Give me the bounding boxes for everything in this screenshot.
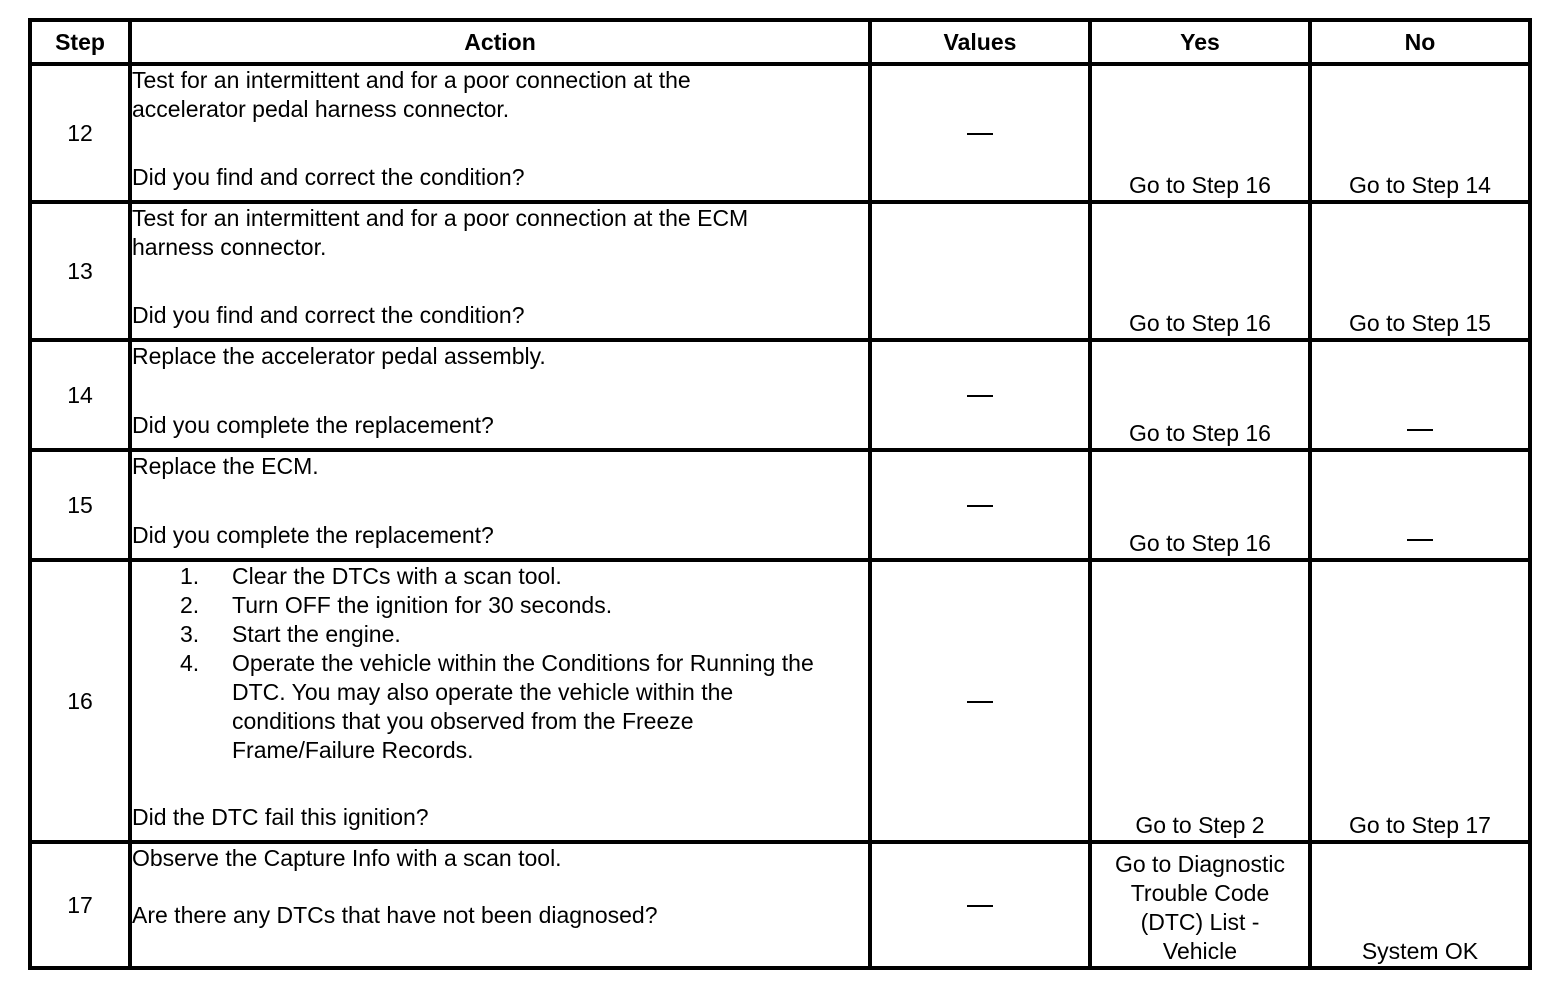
action-instruction: Observe the Capture Info with a scan tool. — [132, 845, 562, 871]
action-cell — [130, 340, 870, 450]
no-cell: Go to Step 15 — [1310, 202, 1530, 340]
action-question: Did you find and correct the condition? — [132, 302, 525, 328]
yes-cell: Go to Diagnostic Trouble Code (DTC) List - Vehicle — [1090, 842, 1310, 968]
list-item — [132, 620, 868, 649]
header-no: No — [1310, 20, 1530, 64]
action-question: Did you complete the replacement? — [132, 522, 494, 548]
list-item-number: 1. — [180, 563, 200, 589]
list-item-text: Operate the vehicle within the Conditions for Running the DTC. You may also operate the vehicle within the conditions that you observed from the Freeze Frame/Failure Records. — [232, 650, 814, 763]
no-cell — [1310, 450, 1530, 560]
header-row — [30, 20, 1530, 64]
no-cell — [1310, 340, 1530, 450]
header-step: Step — [30, 20, 130, 64]
table-row-step-12 — [30, 64, 1530, 202]
list-item-number: 3. — [180, 621, 200, 647]
action-instruction: Test for an intermittent and for a poor connection at the accelerator pedal harness connector. — [132, 67, 691, 122]
action-cell — [130, 560, 870, 842]
list-item-text: Clear the DTCs with a scan tool. — [232, 563, 562, 589]
yes-cell: Go to Step 16 — [1090, 340, 1310, 450]
header-action: Action — [130, 20, 870, 64]
action-instruction: Test for an intermittent and for a poor connection at the ECM harness connector. — [132, 205, 749, 260]
action-cell — [130, 450, 870, 560]
yes-cell: Go to Step 16 — [1090, 202, 1310, 340]
table-row-step-16 — [30, 560, 1530, 842]
values-cell — [870, 450, 1090, 560]
step-number: 17 — [30, 842, 130, 968]
dash-mark — [967, 133, 993, 135]
table-row-step-13 — [30, 202, 1530, 340]
dash-mark — [967, 905, 993, 907]
yes-cell: Go to Step 2 — [1090, 560, 1310, 842]
action-instruction: Replace the ECM. — [132, 453, 319, 479]
list-item — [132, 649, 868, 765]
action-question: Did the DTC fail this ignition? — [132, 804, 429, 830]
header-values: Values — [870, 20, 1090, 64]
step-number: 15 — [30, 450, 130, 560]
dash-mark — [967, 701, 993, 703]
action-cell — [130, 202, 870, 340]
list-item-text: Turn OFF the ignition for 30 seconds. — [232, 592, 613, 618]
action-cell — [130, 842, 870, 968]
values-cell — [870, 202, 1090, 340]
list-item-number: 2. — [180, 592, 200, 618]
list-item — [132, 562, 868, 591]
yes-cell: Go to Step 16 — [1090, 450, 1310, 560]
values-cell — [870, 64, 1090, 202]
dash-mark — [967, 395, 993, 397]
no-cell: Go to Step 14 — [1310, 64, 1530, 202]
values-cell — [870, 560, 1090, 842]
list-item-text: Start the engine. — [232, 621, 401, 647]
action-cell — [130, 64, 870, 202]
values-cell — [870, 842, 1090, 968]
step-number: 13 — [30, 202, 130, 340]
table-row-step-14 — [30, 340, 1530, 450]
diagnostic-table — [28, 18, 1532, 970]
dash-mark — [1407, 539, 1433, 541]
table-row-step-17 — [30, 842, 1530, 968]
step-number: 12 — [30, 64, 130, 202]
dash-mark — [967, 505, 993, 507]
header-yes: Yes — [1090, 20, 1310, 64]
no-cell: Go to Step 17 — [1310, 560, 1530, 842]
dash-mark — [1407, 429, 1433, 431]
values-cell — [870, 340, 1090, 450]
procedure-list — [132, 562, 868, 765]
action-instruction: Replace the accelerator pedal assembly. — [132, 343, 546, 369]
action-question: Did you find and correct the condition? — [132, 164, 525, 190]
step-number: 14 — [30, 340, 130, 450]
list-item — [132, 591, 868, 620]
list-item-number: 4. — [180, 650, 200, 676]
action-question: Did you complete the replacement? — [132, 412, 494, 438]
yes-cell: Go to Step 16 — [1090, 64, 1310, 202]
step-number: 16 — [30, 560, 130, 842]
action-question: Are there any DTCs that have not been diagnosed? — [132, 902, 658, 928]
table-row-step-15 — [30, 450, 1530, 560]
no-cell: System OK — [1310, 842, 1530, 968]
